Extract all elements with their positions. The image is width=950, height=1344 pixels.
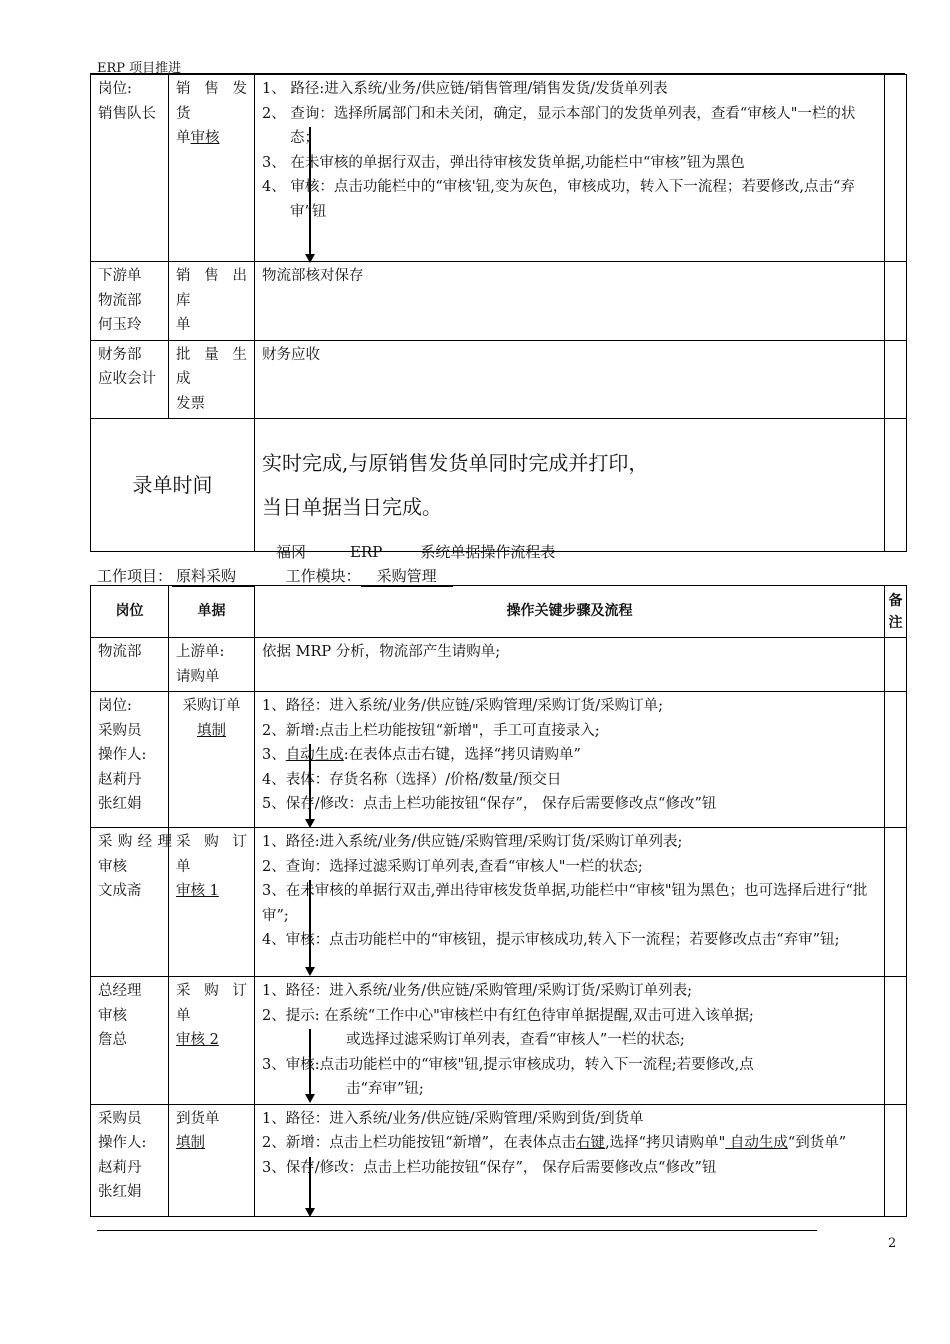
page-number: 2 — [888, 1236, 897, 1251]
doc-label: 销 售 发 货 — [176, 81, 247, 122]
step-text: 3、自动生成:在表体点击右键，选择“拷贝请购单” — [262, 747, 581, 763]
notes-cell — [885, 692, 907, 828]
doc-label: 到货单 — [176, 1110, 220, 1127]
doc-cell — [169, 1104, 255, 1216]
post-cell — [91, 262, 169, 341]
fill-link: 填制 — [197, 722, 226, 739]
doc-label-2: 发票 — [176, 395, 205, 412]
step-text: 1、路径：进入系统/业务/供应链/采购管理/采购订货/采购订单; — [262, 698, 664, 714]
step-text: 1、 路径:进入系统/业务/供应链/销售管理/销售发货/发货单列表 — [262, 81, 668, 97]
doc-label-2: 请购单 — [176, 668, 220, 685]
post-line: 赵莉丹 — [98, 771, 142, 788]
right-click-link: 右键 — [576, 1135, 606, 1151]
notes-cell — [885, 828, 907, 977]
table-row — [91, 977, 907, 1105]
post-line: 采购员 — [98, 1110, 142, 1127]
post-line: 岗位: — [98, 698, 132, 714]
doc-label: 采购订单 — [182, 698, 241, 714]
step-text: 3、在未审核的单据行双击,弹出待审核发货单据,功能栏中“审核"钮为黑色；也可选择后进行“批审”; — [262, 883, 868, 924]
step-text: 2、查询：选择过滤采购订单列表,查看“审核人"一栏的状态; — [262, 858, 643, 875]
post-line: 销售队长 — [98, 105, 156, 122]
header-post: 岗位 — [91, 586, 169, 638]
table-row — [91, 262, 907, 341]
post-line: 总经理 — [98, 983, 142, 999]
post-cell — [91, 828, 172, 977]
doc-cell — [169, 340, 255, 419]
notes-cell — [885, 1104, 907, 1216]
post-line: 何玉玲 — [98, 317, 142, 333]
header-doc: 单据 — [169, 586, 255, 638]
step-text: 物流部核对保存 — [262, 268, 364, 284]
step-text: 击“弃审”钮; — [346, 1081, 424, 1097]
section-title — [276, 541, 555, 562]
step-text: 3、保存/修改：点击上栏功能按钮“保存”， 保存后需要修改点“修改”钮 — [262, 1159, 717, 1176]
doc-cell — [169, 638, 255, 692]
post-line: 詹总 — [98, 1032, 127, 1048]
notes-cell — [885, 419, 907, 552]
step-text: 依据 MRP 分析，物流部产生请购单; — [262, 644, 501, 660]
audit-link: 审核 1 — [176, 883, 219, 899]
footer-rule — [97, 1230, 817, 1231]
doc-cell — [169, 828, 255, 977]
post-cell — [91, 1104, 169, 1216]
step-text: 1、路径：进入系统/业务/供应链/采购管理/采购订货/采购订单列表; — [262, 983, 693, 999]
steps-cell — [255, 638, 885, 692]
fill-link: 填制 — [176, 1135, 205, 1151]
step-text: 4、审核：点击功能栏中的“审核钮，提示审核成功,转入下一流程；若要修改点击“弃审”钮; — [262, 932, 840, 948]
doc-cell — [169, 75, 255, 262]
table-row — [91, 638, 907, 692]
step-text: 或选择过滤采购订单列表，查看“审核人”一栏的状态; — [346, 1032, 685, 1048]
table-row — [91, 75, 907, 262]
record-time-cell — [255, 419, 885, 552]
purchase-flow-table — [90, 585, 907, 1217]
post-cell — [91, 638, 169, 692]
table-row — [91, 692, 907, 828]
doc-cell — [169, 262, 255, 341]
record-time-label: 录单时间 — [91, 419, 255, 552]
work-item-label: 工作项目： — [97, 567, 173, 585]
steps-cell — [255, 340, 885, 419]
post-line: 采购员 — [98, 722, 142, 739]
step-text: 2、新增：点击上栏功能按钮“新增”，在表体点击右键,选择“拷贝请购单" 自动生成“到货单” — [262, 1135, 847, 1151]
doc-label: 批 量 生 成 — [176, 346, 247, 387]
auto-generate-link: 自动生成 — [285, 747, 344, 763]
title-part: ERP — [350, 543, 383, 561]
steps-cell — [255, 977, 885, 1105]
step-text: 财务应收 — [262, 346, 320, 363]
post-cell — [91, 692, 169, 828]
work-item-value: 原料采购 — [172, 565, 254, 587]
post-line: 物流部 — [98, 644, 142, 660]
work-module-value: 采购管理 — [361, 565, 453, 587]
step-text: 4、 审核：点击功能栏中的“审核'钮,变为灰色，审核成功，转入下一流程；若要修改,点击“弃审”钮 — [262, 179, 855, 220]
post-line: 财务部 — [98, 346, 142, 363]
step-text: 1、路径:进入系统/业务/供应链/采购管理/采购订货/采购订单列表; — [262, 834, 683, 850]
notes-cell — [885, 638, 907, 692]
doc-label: 采 购 订 单 — [176, 983, 247, 1024]
post-cell — [91, 340, 169, 419]
post-line: 赵莉丹 — [98, 1159, 142, 1176]
step-text: 5、保存/修改：点击上栏功能按钮“保存”， 保存后需要修改点“修改”钮 — [262, 796, 717, 812]
header-notes: 备注 — [885, 586, 907, 638]
table-row — [91, 828, 907, 977]
post-line: 张红娟 — [98, 796, 142, 812]
table-header-row — [91, 586, 907, 638]
header-steps: 操作关键步骤及流程 — [255, 586, 885, 638]
step-text: 2、新增:点击上栏功能按钮“新增"，手工可直接录入; — [262, 722, 600, 739]
steps-cell — [255, 262, 885, 341]
notes-cell — [885, 262, 907, 341]
post-cell — [91, 75, 169, 262]
notes-cell — [885, 340, 907, 419]
notes-cell — [885, 75, 907, 262]
sales-flow-table — [90, 74, 907, 552]
step-text: 4、表体：存货名称（选择）/价格/数量/预交日 — [262, 771, 562, 788]
post-line: 审核 — [98, 858, 127, 875]
post-line: 操作人: — [98, 1135, 147, 1151]
doc-cell — [169, 692, 255, 828]
post-line: 审核 — [98, 1007, 127, 1024]
doc-cell — [169, 977, 255, 1105]
step-text: 2、 查询：选择所属部门和未关闭，确定，显示本部门的发货单列表，查看“审核人"一栏的状态； — [262, 105, 856, 146]
post-line: 张红娟 — [98, 1184, 142, 1200]
audit-link: 审核 2 — [176, 1032, 219, 1048]
record-time-line: 实时完成,与原销售发货单同时完成并打印， — [262, 451, 649, 475]
post-line: 采购经理 — [98, 834, 172, 850]
title-part: 福冈 — [276, 543, 307, 561]
doc-label-2: 单 — [176, 317, 191, 333]
doc-label-2: 单审核 — [176, 130, 220, 146]
notes-cell — [885, 977, 907, 1105]
record-time-line: 当日单据当日完成。 — [262, 495, 442, 519]
steps-cell — [255, 828, 885, 977]
steps-cell — [255, 75, 885, 262]
post-line: 下游单 — [98, 268, 142, 284]
table-row — [91, 340, 907, 419]
work-meta — [97, 565, 453, 587]
audit-link: 审核 — [190, 130, 220, 146]
post-cell — [91, 977, 169, 1105]
work-module-label: 工作模块： — [285, 567, 361, 585]
table-row — [91, 419, 907, 552]
post-line: 操作人: — [98, 747, 147, 763]
steps-cell — [255, 1104, 885, 1216]
steps-cell — [255, 692, 885, 828]
doc-label: 上游单: — [176, 644, 225, 660]
step-text: 2、提示: 在系统“工作中心"审核栏中有红色待审单据提醒,双击可进入该单据; — [262, 1007, 754, 1024]
doc-label: 采 购 订 单 — [176, 834, 247, 875]
auto-generate-link: 自动生成 — [725, 1135, 788, 1151]
post-line: 岗位: — [98, 81, 132, 97]
post-line: 文成斋 — [98, 883, 142, 899]
doc-label: 销 售 出 库 — [176, 268, 247, 309]
table-row — [91, 1104, 907, 1216]
post-line: 应收会计 — [98, 371, 156, 387]
title-part: 系统单据操作流程表 — [420, 543, 556, 561]
step-text: 3、审核:点击功能栏中的“审核"钮,提示审核成功，转入下一流程;若要修改,点 — [262, 1056, 754, 1073]
step-text: 1、路径：进入系统/业务/供应链/采购管理/采购到货/到货单 — [262, 1110, 644, 1127]
post-line: 物流部 — [98, 292, 142, 309]
page-header: ERP 项目推进 — [97, 61, 182, 76]
step-text: 3、 在未审核的单据行双击，弹出待审核发货单据,功能栏中“审核”钮为黑色 — [262, 154, 745, 171]
